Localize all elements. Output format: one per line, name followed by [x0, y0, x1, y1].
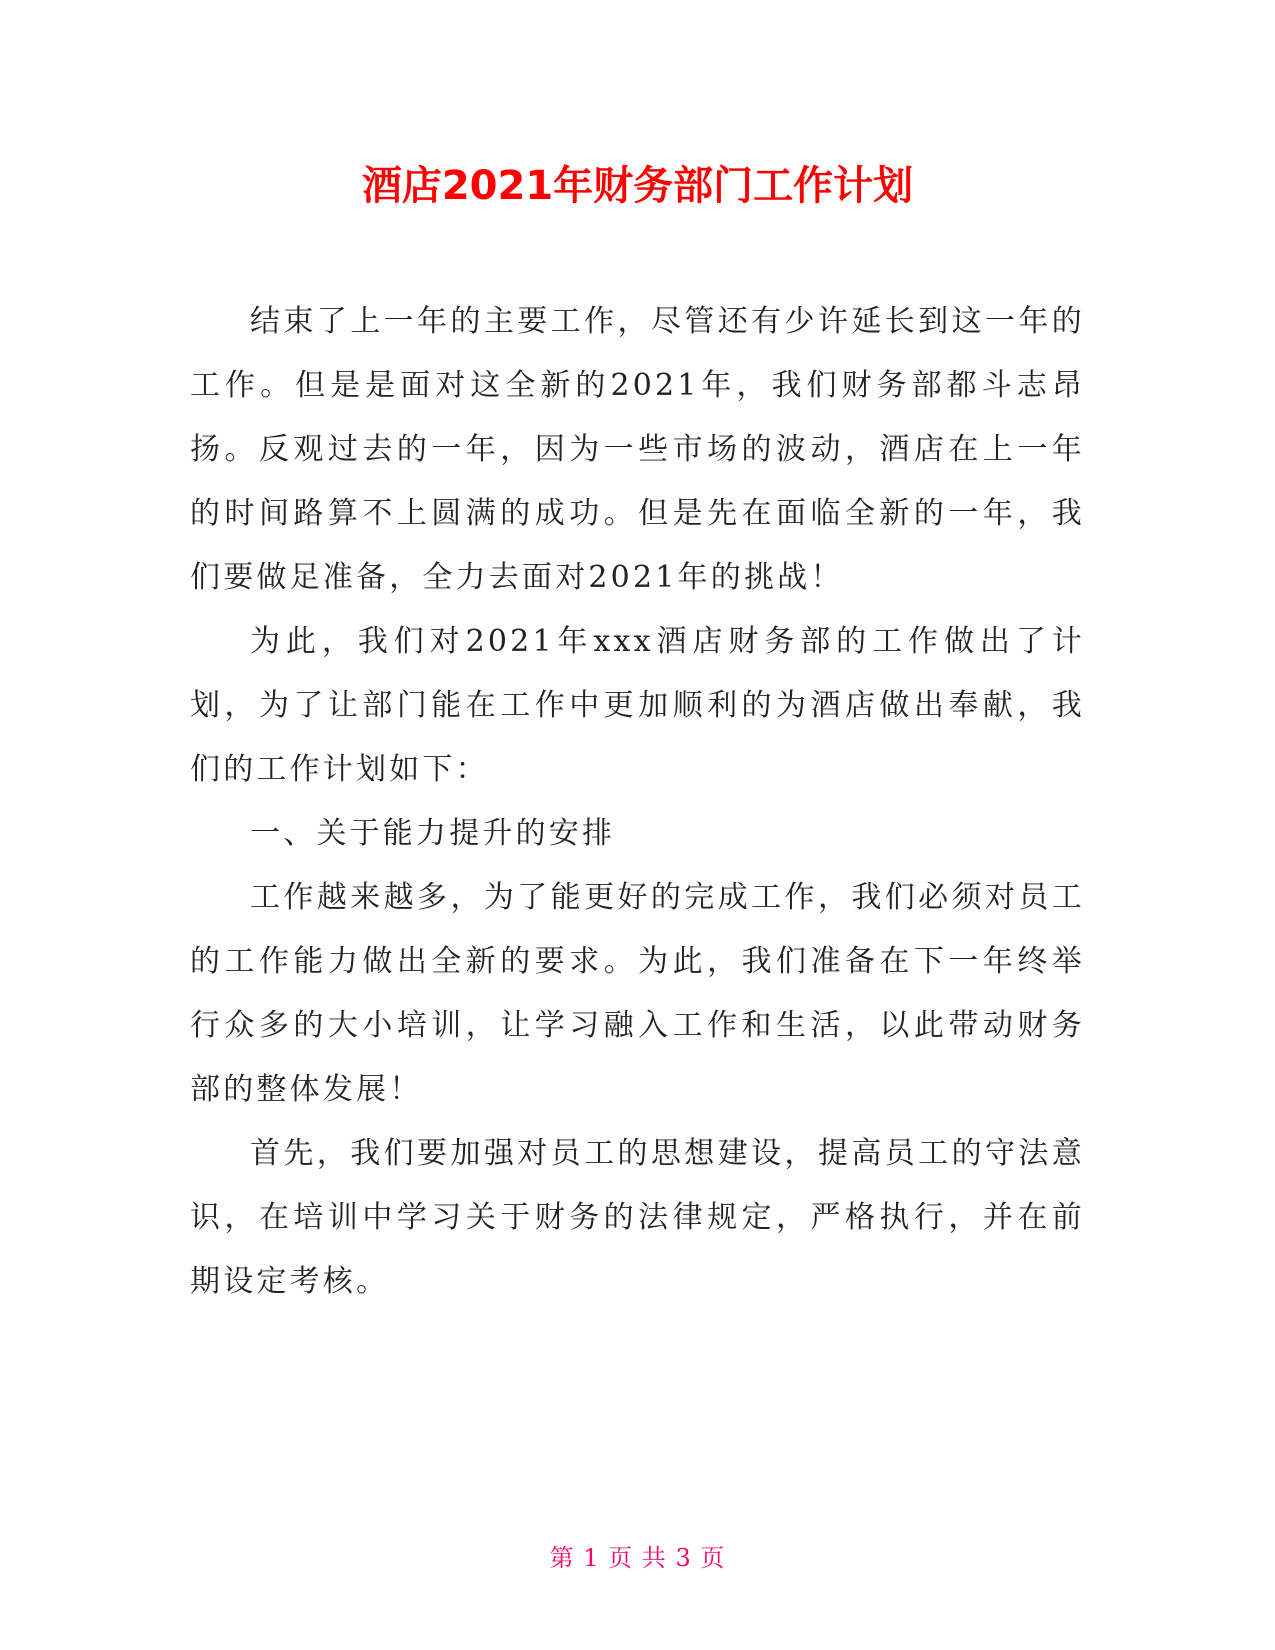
- section-heading-ability: 一、关于能力提升的安排: [250, 816, 616, 851]
- paragraph-training: 工作越来越多，为了能更好的完成工作，我们必须对员工的工作能力做出全新的要求。为此，我们准备在下一年终举行众多的大小培训，让学习融入工作和生活，以此带动财务部的整体发展！: [190, 880, 1085, 1107]
- paragraph-intro: 结束了上一年的主要工作，尽管还有少许延长到这一年的工作。但是是面对这全新的2021年，我们财务部都斗志昂扬。反观过去的一年，因为一些市场的波动，酒店在上一年的时间路算不上圆满的成功。但是先在面临全新的一年，我们要做足准备，全力去面对2021年的挑战！: [190, 304, 1085, 595]
- paragraph-ideology: 首先，我们要加强对员工的思想建设，提高员工的守法意识，在培训中学习关于财务的法律规定，严格执行，并在前期设定考核。: [190, 1136, 1085, 1299]
- document-title: 酒店2021年财务部门工作计划: [361, 163, 914, 209]
- paragraph-plan-intro: 为此，我们对2021年xxx酒店财务部的工作做出了计划，为了让部门能在工作中更加顺利的为酒店做出奉献，我们的工作计划如下：: [190, 624, 1085, 787]
- page-footer: 第 1 页 共 3 页: [549, 1544, 726, 1572]
- document-body: [190, 290, 1085, 1314]
